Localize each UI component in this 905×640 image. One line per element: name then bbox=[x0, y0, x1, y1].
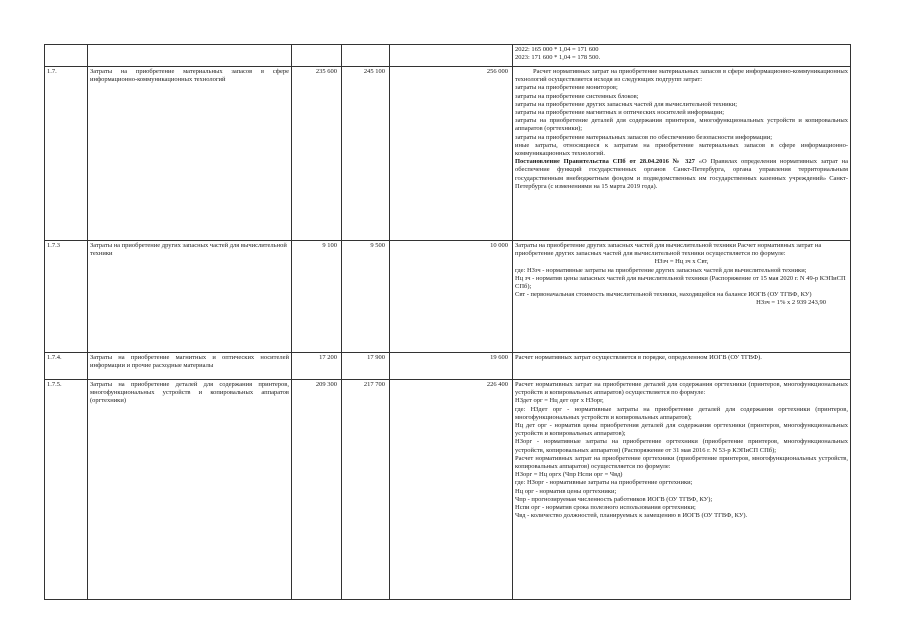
row-number: 1.7.5. bbox=[45, 380, 88, 600]
value-2023: 226 400 bbox=[390, 380, 513, 600]
cost-name: Затраты на приобретение магнитных и оптических носителей информации и прочие расходные материалы bbox=[88, 353, 292, 380]
calc-line: НЗорг - нормативные затраты на приобретение оргтехники (приобретение принтеров, многофункциональных устройств, копировальных аппаратов) (Распоряжение от 31 мая 2016 г. N 53-р КЭПиСП СПб); bbox=[515, 438, 848, 454]
value-2021: 209 300 bbox=[292, 380, 342, 600]
calc-line: Чпр - прогнозируемая численность работников ИОГВ (ОУ ТГВФ, КУ); bbox=[515, 495, 713, 503]
formula: НЗзч = Нц зч х Свт, bbox=[654, 258, 709, 266]
value-2023: 19 600 bbox=[390, 353, 513, 380]
formula-where: где: НЗзч - нормативные затраты на приобретение других запасных частей для вычислительной техники; bbox=[515, 266, 807, 274]
calc-line: Нспи орг - норматив срока полезного использования оргтехники; bbox=[515, 504, 696, 512]
row-number: 1.7.3 bbox=[45, 241, 88, 353]
value-2022: 217 700 bbox=[342, 380, 390, 600]
table-row bbox=[45, 67, 851, 241]
value-2022: 17 900 bbox=[342, 353, 390, 380]
decree-title: Постановление Правительства СПб от 28.04.2016 № 327 bbox=[515, 158, 695, 166]
value-2021: 235 600 bbox=[292, 67, 342, 241]
table-row bbox=[45, 353, 851, 380]
value-2022: 9 500 bbox=[342, 241, 390, 353]
calc-line: где: НЗдет орг - нормативные затраты на приобретение деталей для содержания оргтехники (принтеров, многофункциональных устройств и копировальных аппаратов); bbox=[515, 405, 848, 421]
formula-term: Нц зч - норматив цены запасных частей для вычислительной техники (Распоряжение от 15 мая 2020 г. N 49-р КЭПиСП СПб); bbox=[515, 274, 846, 291]
value-2022 bbox=[342, 45, 390, 67]
cost-name: Затраты на приобретение материальных запасов в сфере информационно-коммуникационных технологий bbox=[88, 67, 292, 241]
cost-name: Затраты на приобретение других запасных частей для вычислительной техники bbox=[88, 241, 292, 353]
formula-calculation: НЗзч = 1% х 2 939 243,90 bbox=[756, 299, 826, 307]
calc-line: 2022: 165 000 * 1,04 = 171 600 bbox=[515, 46, 599, 53]
calc-line: Нц дет орг - норматив цены приобретения деталей для содержания оргтехники (принтеров, многофункциональных устройств и копировальных аппаратов); bbox=[515, 422, 848, 438]
value-2023 bbox=[390, 45, 513, 67]
calc-line: где: НЗорг - нормативные затраты на приобретение оргтехники; bbox=[515, 479, 693, 487]
row-number bbox=[45, 45, 88, 67]
subgroup-item: затраты на приобретение мониторов; bbox=[515, 84, 618, 92]
value-2022: 245 100 bbox=[342, 67, 390, 241]
calc-intro: Затраты на приобретение других запасных частей для вычислительной техники Расчет нормативных затрат на приобретение других запасных частей для вычислительной техники осуществляется по формуле: bbox=[515, 242, 822, 258]
document-page bbox=[44, 44, 850, 606]
table-row bbox=[45, 241, 851, 353]
table-row bbox=[45, 380, 851, 600]
calc-line: НЗорг = Нц оргх (Чпр Нспи орг = Чвд) bbox=[515, 471, 623, 479]
calc-line: Чвд - количество должностей, планируемых к замещению в ИОГВ (ОУ ТГВФ, КУ). bbox=[515, 512, 748, 520]
calc-intro: Расчет нормативных затрат на приобретение материальных запасов в сфере информационно-коммуникационных технологий осуществляется исходя из следующих подгрупп затрат: bbox=[515, 68, 848, 84]
row-number: 1.7. bbox=[45, 67, 88, 241]
value-2023: 10 000 bbox=[390, 241, 513, 353]
calc-line: НЗдет орг = Нц дет орг х НЗорг, bbox=[515, 397, 604, 405]
calculation-description bbox=[513, 67, 851, 241]
value-2021 bbox=[292, 45, 342, 67]
cost-name bbox=[88, 45, 292, 67]
calc-line: Расчет нормативных затрат на приобретение деталей для содержания оргтехники (принтеров, многофункциональных устройств и копировальных аппаратов) осуществляется по формуле: bbox=[515, 381, 848, 397]
subgroup-item: затраты на приобретение других запасных частей для вычислительной техники; bbox=[515, 100, 738, 108]
cost-name: Затраты на приобретение деталей для содержания принтеров, многофункциональных устройств и копировальных аппаратов (оргтехники) bbox=[88, 380, 292, 600]
calc-line: Нц орг - норматив цены оргтехники; bbox=[515, 487, 617, 495]
decree-reference bbox=[515, 158, 848, 191]
calc-line: 2023: 171 600 * 1,04 = 178 500. bbox=[515, 54, 601, 62]
calculation-description bbox=[513, 353, 851, 380]
table-row bbox=[45, 45, 851, 67]
subgroup-item: затраты на приобретение системных блоков; bbox=[515, 92, 639, 100]
calc-line: Расчет нормативных затрат на приобретение оргтехники (приобретение принтеров, многофункциональных устройств, копировальных аппаратов) осуществляется по формуле: bbox=[515, 454, 848, 471]
formula-term: Свт - первоначальная стоимость вычислительной техники, находящейся на балансе ИОГВ (ОУ ТГВФ, КУ) bbox=[515, 291, 812, 299]
calculation-description bbox=[513, 45, 851, 67]
calculation-description bbox=[513, 241, 851, 353]
subgroup-item: затраты на приобретение материальных запасов по обеспечению безопасности информации; bbox=[515, 133, 773, 141]
value-2021: 17 200 bbox=[292, 353, 342, 380]
decree-text: «О Правилах определения нормативных затрат на обеспечение функций государственных органов Санкт-Петербурга, органа управления территориальным государственным внебюджетным фондом и подведомственных им государственных казенных учреждений» Санкт-Петербурга (с изменениями на 15 марта 2019 года). bbox=[515, 158, 848, 190]
value-2021: 9 100 bbox=[292, 241, 342, 353]
subgroup-item: иные затраты, относящиеся к затратам на приобретение материальных запасов в сфере информационно-коммуникационных технологий. bbox=[515, 141, 848, 158]
subgroup-item: затраты на приобретение деталей для содержания принтеров, многофункциональных устройств и копировальных аппаратов (оргтехники); bbox=[515, 117, 848, 133]
subgroup-item: затраты на приобретение магнитных и оптических носителей информации; bbox=[515, 109, 725, 117]
calculation-description bbox=[513, 380, 851, 600]
calc-text: Расчет нормативных затрат осуществляется в порядке, определенном ИОГВ (ОУ ТГВФ). bbox=[515, 354, 762, 361]
row-number: 1.7.4. bbox=[45, 353, 88, 380]
cost-table bbox=[44, 44, 851, 600]
value-2023: 256 000 bbox=[390, 67, 513, 241]
